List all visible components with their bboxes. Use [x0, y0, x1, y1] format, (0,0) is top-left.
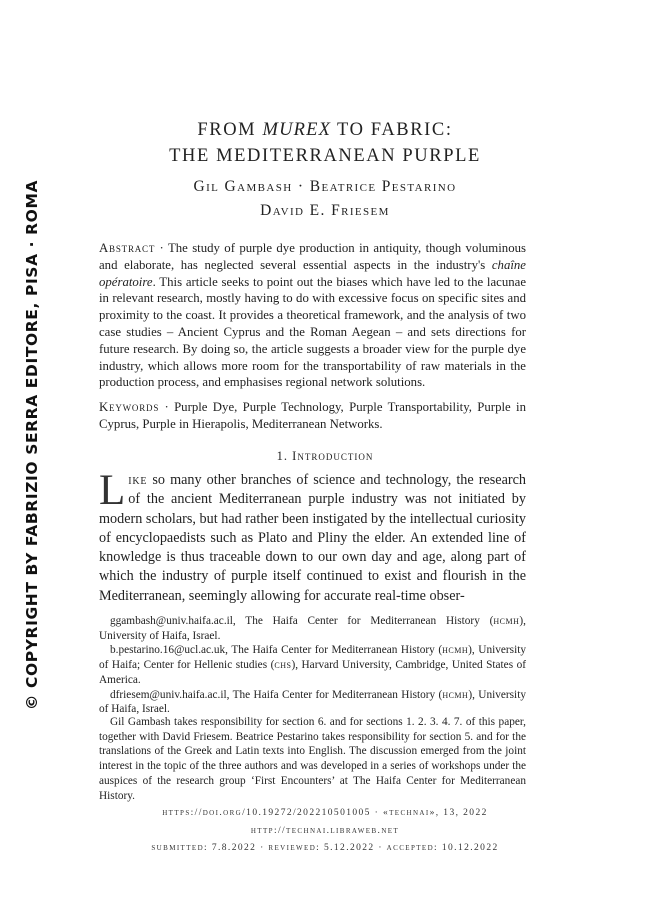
footnote-text: b.pestarino.16@ucl.ac.uk, The Haifa Center for Mediterranean History ( — [110, 644, 443, 657]
footnote-friesem — [99, 688, 526, 717]
section-heading-introduction: 1. Introduction — [276, 449, 374, 463]
keywords-separator: · — [159, 400, 175, 414]
footnote-pestarino — [99, 643, 526, 687]
footnote-text: ), Harvard University, Cambridge, United States of America. — [99, 659, 527, 686]
footnote-gambash — [99, 614, 526, 643]
footnote-abbrev: hcmh — [442, 644, 469, 657]
title-pre: FROM — [197, 120, 263, 140]
abstract — [99, 240, 526, 391]
abstract-text-b: . This article seeks to point out the biases which have led to the lacunae in relevant research, mostly having to do with excessive focus on specific sites and proximity to the coast. It provides a theoretical framework, and the analysis of two case studies – Ancient Cyprus and the Roman Aegean – and sets directions for future research. By doing so, the article suggests a broader view for the purple dye industry, which allows more room for the transportability of raw materials in the production process, and emphasises regional network solutions. — [99, 274, 526, 390]
side-copyright-notice: © COPYRIGHT BY FABRIZIO SERRA EDITORE, PISA · ROMA — [23, 179, 41, 711]
keywords-text: Purple Dye, Purple Technology, Purple Transportability, Purple in Cyprus, Purple in Hierapolis, Mediterranean Networks. — [99, 400, 526, 431]
title-post: TO FABRIC: — [331, 120, 453, 140]
abstract-label: Abstract — [99, 241, 156, 255]
journal-url: http://technai.libraweb.net — [250, 826, 400, 836]
footnote-text: ), University of Haifa, Israel. — [99, 688, 526, 716]
introduction-paragraph — [99, 467, 526, 606]
abstract-text-a: The study of purple dye production in antiquity, though voluminous and elaborate, has neglected several essential aspects in the industry's — [99, 241, 526, 272]
authors-line-2: David E. Friesem — [260, 202, 390, 219]
keywords — [99, 399, 526, 433]
footnote-text: ggambash@univ.haifa.ac.il, The Haifa Center for Mediterranean History ( — [110, 615, 494, 627]
authorship-note — [99, 715, 526, 803]
intro-text: so many other branches of science and technology, the research of the ancient Mediterranean purple industry was not initiated by modern scholars, but had rather been instigated by the intellectual curiosity of encyclopaedists such as Plato and Pliny the elder. An extended line of knowledge is thus traceable down to our own day and age, along part of which the industry of purple itself continued to exist and flourish in the Mediterranean, seemingly allowing for accurate real-time obser- — [99, 472, 526, 604]
abstract-text-italic: chaîne opératoire — [99, 257, 526, 289]
footnote-text: ), University of Haifa; Center for Hellenic studies ( — [99, 644, 526, 672]
article-title-line-2: THE MEDITERRANEAN PURPLE — [169, 146, 481, 166]
footnote-abbrev: chs — [274, 659, 292, 672]
footnote-abbrev: hcmh — [442, 688, 469, 701]
authors-line-1: Gil Gambash · Beatrice Pestarino — [193, 178, 457, 195]
drop-cap: L — [99, 467, 126, 514]
abstract-separator: · — [155, 241, 168, 255]
title-italic-murex: MUREX — [262, 120, 332, 140]
intro-smallcaps: ike — [128, 472, 148, 488]
footnote-abbrev: hcmh — [493, 615, 520, 627]
authorship-note-text: Gil Gambash takes responsibility for section 6. and for sections 1. 2. 3. 4. 7. of this paper, together with David Friesem. Beatrice Pestarino takes responsibility for section 5. and for the translations of the Greek and Latin texts into English. The discussion emerged from the joint interest in the topic of the three authors and was developed in a series of workshops under the auspices of the research group ‘First Encounters’ at The Haifa Center for Mediterranean History. — [99, 716, 526, 802]
footnote-text: ), University of Haifa, Israel. — [99, 615, 526, 642]
doi-line: https://doi.org/10.19272/202210501005 · «technai», 13, 2022 — [162, 808, 488, 818]
footnotes — [99, 614, 526, 717]
keywords-label: Keywords — [99, 400, 160, 414]
footnote-text: dfriesem@univ.haifa.ac.il, The Haifa Center for Mediterranean History ( — [110, 688, 443, 701]
article-title-line-1 — [0, 120, 650, 141]
submission-dates: submitted: 7.8.2022 · reviewed: 5.12.2022 · accepted: 10.12.2022 — [151, 843, 499, 853]
